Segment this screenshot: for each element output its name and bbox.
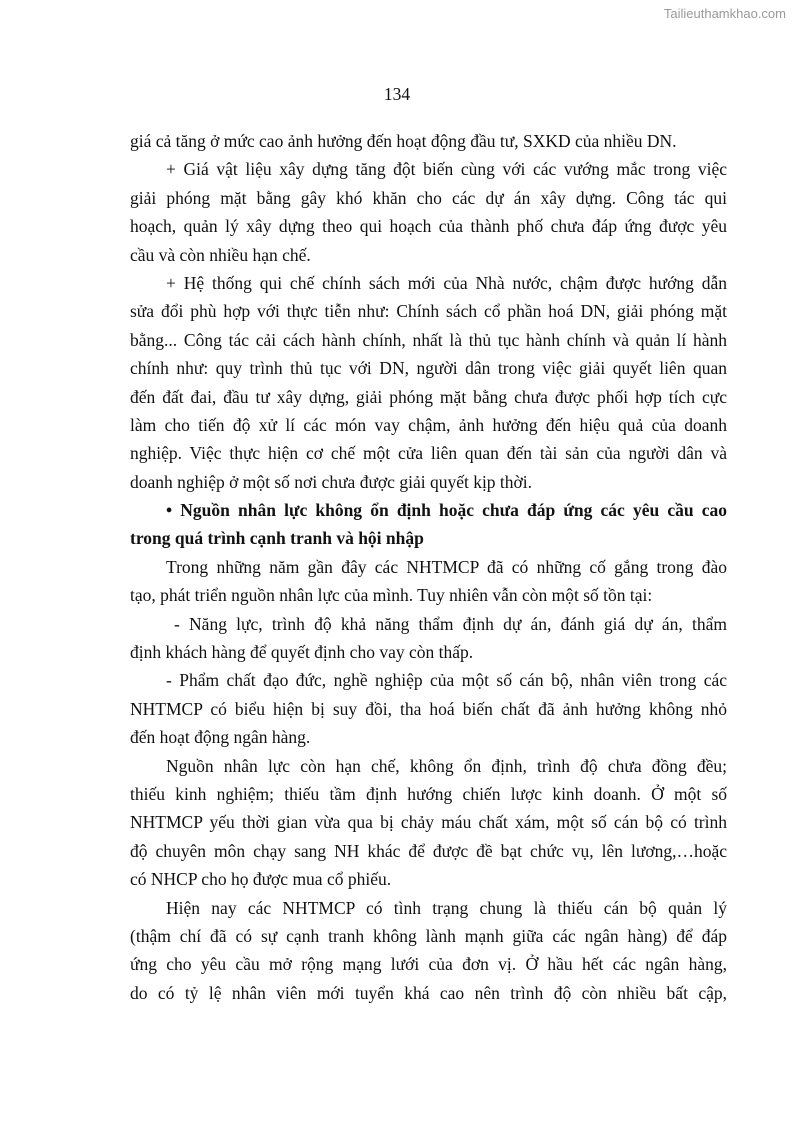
text-line: (thậm chí đã có sự cạnh tranh không lành mạnh giữa các ngân hàng) để đáp xyxy=(130,925,727,946)
text-line: bằng... Công tác cải cách hành chính, nhất là thủ tục hành chính và quản lí hành xyxy=(130,329,727,350)
text-line: - Phẩm chất đạo đức, nghề nghiệp của một số cán bộ, nhân viên trong các xyxy=(166,670,727,691)
text-line: sửa đổi phù hợp với thực tiễn như: Chính sách cổ phần hoá DN, giải phóng mặt xyxy=(130,301,727,322)
text-line: + Hệ thống qui chế chính sách mới của Nhà nước, chậm được hướng dẫn xyxy=(166,272,727,293)
text-line: làm cho tiến độ xử lí các món vay chậm, ảnh hưởng đến hiệu quả của doanh xyxy=(130,414,727,435)
text-line: Hiện nay các NHTMCP có tình trạng chung là thiếu cán bộ quản lý xyxy=(166,897,727,918)
text-line: cầu và còn nhiều hạn chế. xyxy=(130,244,311,265)
text-line: đến hoạt động ngân hàng. xyxy=(130,727,311,748)
text-line: chính như: quy trình thủ tục với DN, người dân trong việc giải quyết liên quan xyxy=(130,358,727,379)
text-line: định khách hàng để quyết định cho vay còn thấp. xyxy=(130,642,474,663)
text-line: giải phóng mặt bằng gây khó khăn cho các dự án xây dựng. Công tác qui xyxy=(130,187,727,208)
text-line: đến đất đai, đầu tư xây dựng, giải phóng mặt bằng chưa được phối hợp tích cực xyxy=(130,386,727,407)
text-line: hoạch, quản lý xây dựng theo qui hoạch của thành phố chưa đáp ứng được yêu xyxy=(130,216,727,237)
section-heading-line: • Nguồn nhân lực không ổn định hoặc chưa đáp ứng các yêu cầu cao xyxy=(166,500,727,521)
text-line: độ chuyên môn chạy sang NH khác để được đề bạt chức vụ, lên lương,…hoặc xyxy=(130,840,727,861)
watermark: Tailieuthamkhao.com xyxy=(663,6,786,21)
text-line: - Năng lực, trình độ khả năng thẩm định dự án, đánh giá dự án, thẩm xyxy=(174,613,727,634)
text-line: nghiệp. Việc thực hiện cơ chế một cửa liên quan đến tài sản của người dân và xyxy=(130,443,727,464)
text-line: giá cả tăng ở mức cao ảnh hưởng đến hoạt động đầu tư, SXKD của nhiều DN. xyxy=(130,131,677,151)
text-line: do có tỷ lệ nhân viên mới tuyển khá cao nên trình độ còn nhiều bất cập, xyxy=(130,982,727,1003)
document-body xyxy=(130,127,727,1007)
text-line: Trong những năm gần đây các NHTMCP đã có những cố gắng trong đào xyxy=(166,556,727,577)
text-line: NHTMCP có biểu hiện bị suy đồi, tha hoá biến chất đã ảnh hưởng không nhỏ xyxy=(130,698,727,719)
text-line: có NHCP cho họ được mua cổ phiếu. xyxy=(130,869,392,890)
text-line: Nguồn nhân lực còn hạn chế, không ổn định, trình độ chưa đồng đều; xyxy=(166,755,727,776)
section-heading-line: trong quá trình cạnh tranh và hội nhập xyxy=(130,528,424,549)
text-line: ứng cho yêu cầu mở rộng mạng lưới của đơn vị. Ở hầu hết các ngân hàng, xyxy=(130,954,727,975)
text-line: tạo, phát triển nguồn nhân lực của mình. Tuy nhiên vẫn còn một số tồn tại: xyxy=(130,585,653,606)
text-line: NHTMCP yếu thời gian vừa qua bị chảy máu chất xám, một số cán bộ có trình xyxy=(130,812,727,833)
text-line: doanh nghiệp ở một số nơi chưa được giải quyết kịp thời. xyxy=(130,471,533,492)
text-line: thiếu kinh nghiệm; thiếu tầm định hướng chiến lược kinh doanh. Ở một số xyxy=(130,783,727,804)
text-line: + Giá vật liệu xây dựng tăng đột biến cùng với các vướng mắc trong việc xyxy=(166,159,727,180)
page-number: 134 xyxy=(383,84,411,104)
